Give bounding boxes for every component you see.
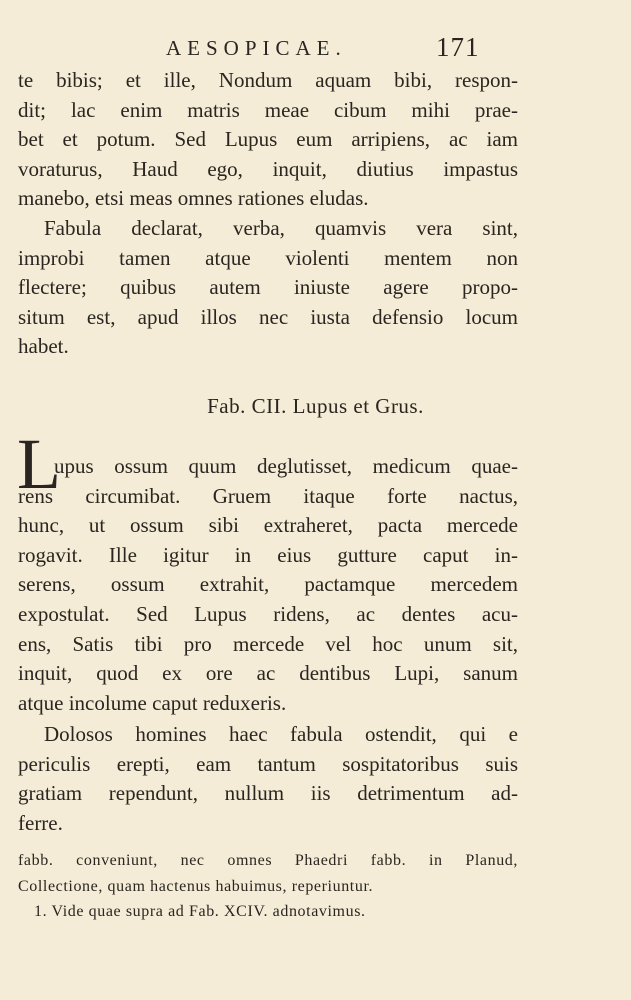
text-line: rens circumibat. Gruem itaque forte nactus, [18,483,518,508]
text-line: gratiam rependunt, nullum iis detrimentum ad- [18,781,518,806]
footnote-line: Collectione, quam hactenus habuimus, reperiuntur. [18,878,374,895]
page-number: 171 [436,32,480,62]
paragraph-continuation [18,66,518,214]
text-line: Fabula declarat, verba, quamvis vera sint, [44,216,518,240]
text-line: rogavit. Ille igitur in eius gutture caput in- [18,542,518,567]
text-line: bet et potum. Sed Lupus eum arripiens, ac iam [18,127,518,152]
text-line: ens, Satis tibi pro mercede vel hoc unum sit, [18,631,518,656]
text-line: flectere; quibus autem iniuste agere propo- [18,275,518,300]
paragraph-moral-2 [18,720,518,838]
paragraph-fable [18,482,518,719]
text-line: habet. [18,334,69,359]
text-line: dit; lac enim matris meae cibum mihi prae- [18,97,518,122]
fable-title: Fab. CII. Lupus et Grus. [207,394,424,418]
text-line: situm est, apud illos nec iusta defensio locum [18,304,518,329]
text-line: hunc, ut ossum sibi extraheret, pacta mercede [18,513,518,538]
text-line: ferre. [18,810,63,835]
paragraph-fable-first-line [18,452,518,482]
text-line: atque incolume caput reduxeris. [18,690,287,715]
footnotes [18,848,518,900]
text-line: manebo, etsi meas omnes rationes eludas. [18,186,369,211]
page-header [0,32,631,68]
text-line: inquit, quod ex ore ac dentibus Lupi, sanum [18,661,518,686]
drop-cap: L [17,424,61,504]
text-line: periculis erepti, eam tantum sospitatoribus suis [18,751,518,776]
text-line: improbi tamen atque violenti mentem non [18,245,518,270]
text-line: voraturus, Haud ego, inquit, diutius impastus [18,156,518,181]
text-line: serens, ossum extrahit, pactamque mercedem [18,572,518,597]
paragraph-moral-1 [18,214,518,362]
footnote-line: fabb. conveniunt, nec omnes Phaedri fabb. in Planud, [18,852,518,869]
footnote-reference [18,899,518,925]
text-line: te bibis; et ille, Nondum aquam bibi, respon- [18,68,518,92]
text-line: expostulat. Sed Lupus ridens, ac dentes acu- [18,601,518,626]
text-line: upus ossum quum deglutisset, medicum quae- [54,454,518,478]
running-title: AESOPICAE. [166,36,347,60]
footnote-line: 1. Vide quae supra ad Fab. XCIV. adnotavimus. [34,903,366,920]
text-line: Dolosos homines haec fabula ostendit, qui e [44,722,518,746]
